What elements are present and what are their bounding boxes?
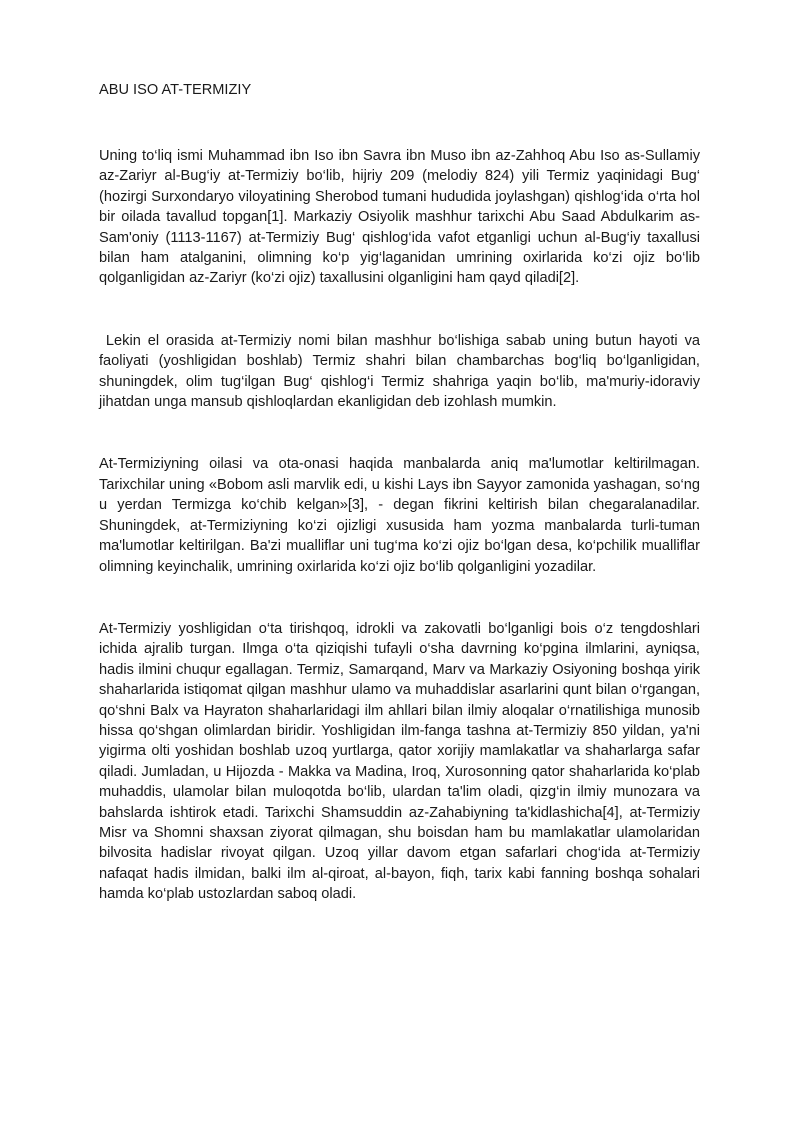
document-page: [99, 80, 705, 905]
paragraph-2: Lekin el orasida at-Termiziy nomi bilan mashhur bo‘lishiga sabab uning butun hayoti va faoliyati (yoshligidan boshlab) Termiz shahri bilan chambarchas bog‘liq bo‘lganligidan, shuningdek, olim tug‘ilgan Bug‘ qishlog‘i Termiz shahriga yaqin bo‘lib, ma'muriy-idoraviy jihatdan unga mansub qishloqlardan ekanligidan deb izohlash mumkin.: [99, 332, 705, 411]
paragraph-4: At-Termiziy yoshligidan o‘ta tirishqoq, idrokli va zakovatli bo‘lganligi bois o‘z tengdoshlari ichida ajralib turgan. Ilmga o‘ta qiziqishi tufayli o‘sha davrning ko‘pgina ilmlarini, ayniqsa, hadis ilmini chuqur egallagan. Termiz, Samarqand, Marv va Markaziy Osiyoning boshqa yirik shaharlarida istiqomat qilgan mashhur ulamo va muhaddislar asarlarini qunt bilan o‘rgangan, qo‘shni Balx va Hayraton shaharlaridagi ilm ahllari bilan ilmiy aloqalar o‘rnatilishiga munosib hissa qo‘shgan olimlardan biridir. Yoshligidan ilm-fanga tashna at-Termiziy 850 yildan, ya'ni yigirma olti yoshidan boshlab uzoq yurtlarga, qator xorijiy mamlakatlar va shaharlarga safar qiladi. Jumladan, u Hijozda - Makka va Madina, Iroq, Xurosonning qator shaharlarida ko‘plab muhaddis, ulamolar bilan muloqotda bo‘lib, ulardan ta'lim oladi, qizg‘in ilmiy munozara va bahslarda ishtirok etadi. Tarixchi Shamsuddin az-Zahabiyning ta'kidlashicha[4], at-Termiziy Misr va Shomni shaxsan ziyorat qilmagan, shu boisdan ham bu mamlakatlar ulamolaridan bilvosita hadislar rivoyat qilgan. Uzoq yillar davom etgan safarlari chog‘ida at-Termiziy nafaqat hadis ilmidan, balki ilm al-qiroat, al-bayon, fiqh, tarix kabi fanning boshqa sohalari hamda ko‘plab ustozlardan saboq oladi.: [99, 620, 700, 903]
document-title: ABU ISO AT-TERMIZIY: [99, 82, 252, 98]
paragraph-3: At-Termiziyning oilasi va ota-onasi haqida manbalarda aniq ma'lumotlar keltirilmagan. Tarixchilar uning «Bobom asli marvlik edi, u kishi Lays ibn Sayyor zamonida yashagan, so‘ng u yerdan Termizga ko‘chib kelgan»[3], - degan fikrini keltirish bilan chegaralanadilar. Shuningdek, at-Termiziyning ko‘zi ojizligi xususida ham yozma manbalarda turli-tuman ma'lumotlar keltirilgan. Ba'zi mualliflar uni tug‘ma ko‘zi ojiz bo‘lgan desa, ko‘pchilik mualliflar olimning keyinchalik, umrining oxirlarida ko‘zi ojiz bo‘lib qolganligini yozadilar.: [99, 456, 700, 575]
paragraph-1: Uning to‘liq ismi Muhammad ibn Iso ibn Savra ibn Muso ibn az-Zahhoq Abu Iso as-Sullamiy az-Zariyr al-Bug‘iy at-Termiziy bo‘lib, hijriy 209 (melodiy 824) yili Termiz yaqinidagi Bug‘ (hozirgi Surxondaryo viloyatining Sherobod tumani hududida joylashgan) qishlog‘ida o‘rta hol bir oilada tavallud topgan[1]. Markaziy Osiyolik mashhur tarixchi Abu Saad Abdulkarim as-Sam'oniy (1113-1167) at-Termiziy Bug‘ qishlog‘ida vafot etganligi uchun al-Bug‘iy taxallusi bilan ham atalganini, olimning ko‘p yig‘laganidan umrining oxirlarida ko‘zi ojiz bo‘lib qolganligidan az-Zariyr (ko‘zi ojiz) taxallusini olganligini ham qayd qiladi[2].: [99, 148, 700, 287]
